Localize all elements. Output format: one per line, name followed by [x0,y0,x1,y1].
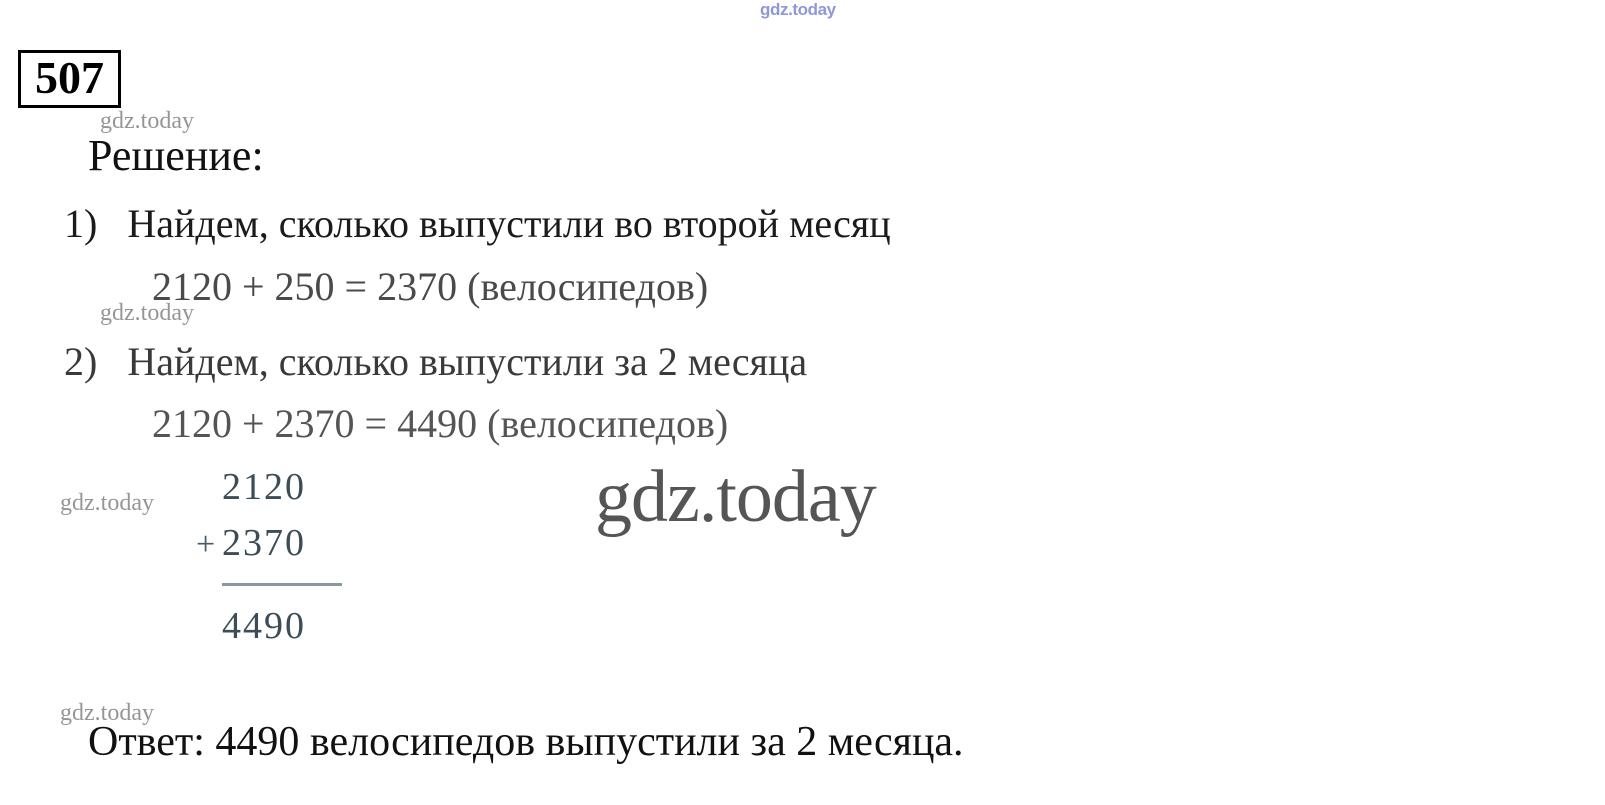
plus-operator: + [196,526,216,563]
watermark-top-icon: gdz.today [760,0,836,19]
answer-line: Ответ: 4490 велосипедов выпустили за 2 месяца. [88,719,964,765]
solution-step-2 [64,338,807,385]
column-addition-rule [222,583,342,586]
step-marker: 1) [64,201,98,246]
step-text: Найдем, сколько выпустили за 2 месяца [127,339,808,384]
column-addend-1: 2120 [222,466,306,508]
column-addition [196,465,342,660]
column-addition-row [196,465,342,521]
column-addition-sum: 4490 [222,605,306,647]
solution-title: Решение: [88,131,264,180]
solution-step-2-calculation: 2120 + 2370 = 4490 (велосипедов) [152,401,729,446]
watermark-icon: gdz.today [100,108,194,134]
column-addend-2: 2370 [222,522,306,564]
step-text: Найдем, сколько выпустили во второй месяц [127,201,891,246]
exercise-number-badge: 507 [18,50,121,108]
watermark-icon: gdz.today [60,700,154,726]
solution-step-1 [64,200,891,247]
watermark-icon: gdz.today [100,300,194,326]
column-addition-sum-row [196,604,342,660]
watermark-icon: gdz.today [60,490,154,516]
column-addition-row [196,521,342,577]
solution-step-1-calculation: 2120 + 250 = 2370 (велосипедов) [152,264,709,309]
step-marker: 2) [64,339,98,384]
watermark-center-icon: gdz.today [595,456,876,538]
